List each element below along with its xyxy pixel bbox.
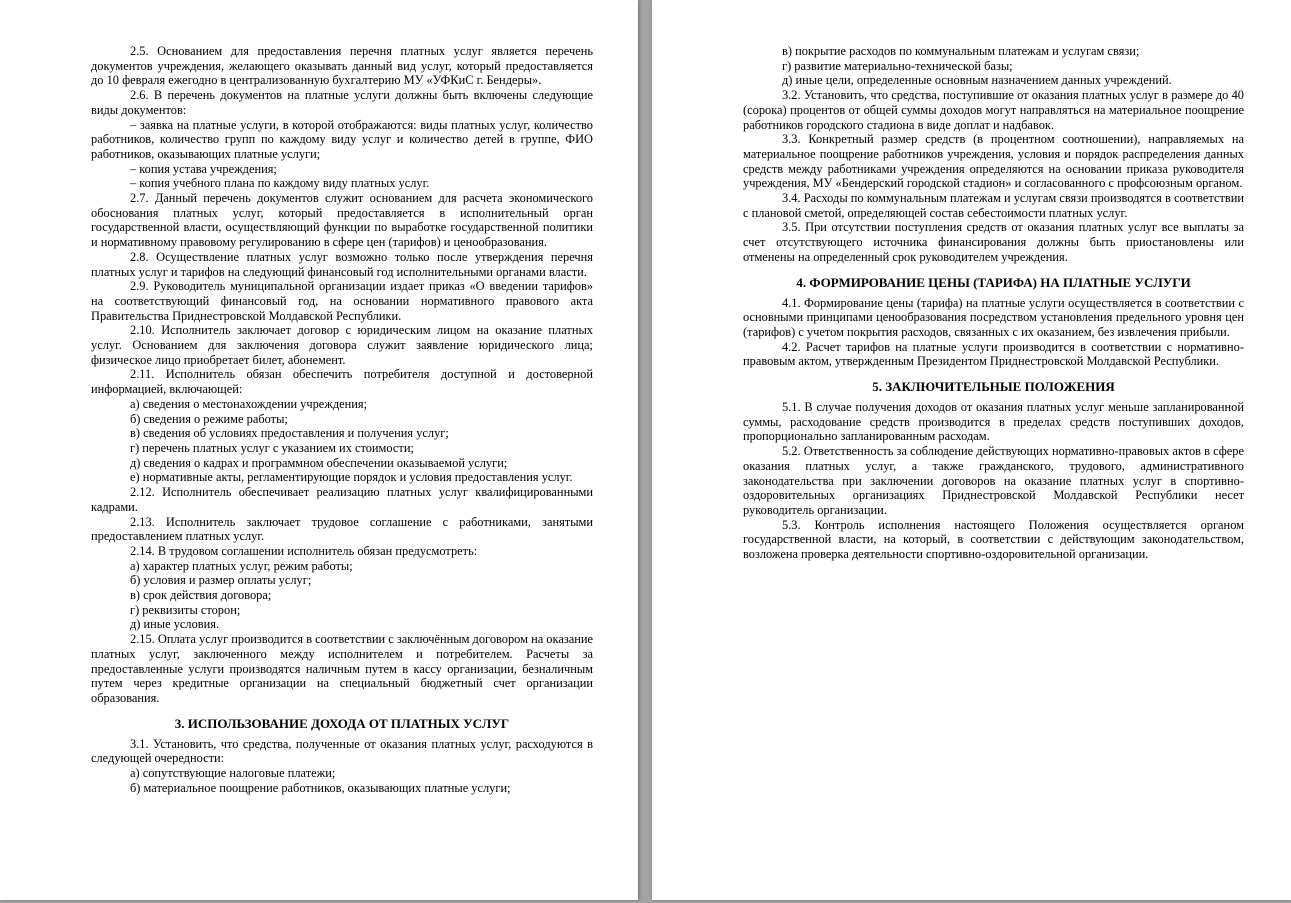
list-item: а) сведения о местонахождении учреждения; xyxy=(130,396,368,411)
paragraph-2-9: 2.9. Руководитель муниципальной организации издает приказ «О введении тарифов» на соответствующий финансовый год, на основании нормативного правового акта Правительства Приднестровской Молдавской Республики. xyxy=(91,279,593,323)
list-item: д) иные условия. xyxy=(130,617,220,632)
paragraph-2-12: 2.12. Исполнитель обеспечивает реализацию платных услуг квалифицированными кадрами. xyxy=(91,485,593,514)
paragraph-2-6: 2.6. В перечень документов на платные услуги должны быть включены следующие виды документов: xyxy=(91,88,593,117)
paragraph-3-1: 3.1. Установить, что средства, полученные от оказания платных услуг, расходуются в следующей очередности: xyxy=(91,736,593,766)
page-body xyxy=(743,44,1244,562)
list-item: – заявка на платные услуги, в которой отображаются: виды платных услуг, количество работников, количество групп по каждому виду услуг и количество детей в группе, ФИО работников, оказывающих платные услуги; xyxy=(91,117,593,161)
section-3-heading: 3. ИСПОЛЬЗОВАНИЕ ДОХОДА ОТ ПЛАТНЫХ УСЛУГ xyxy=(174,715,510,731)
list-item: – копия учебного плана по каждому виду платных услуг. xyxy=(130,176,430,191)
document-page-right xyxy=(652,0,1291,900)
paragraph-4-1: 4.1. Формирование цены (тарифа) на платные услуги осуществляется в соответствии с основными принципами ценообразования посредством установления предельного уровня цен (тарифов) с учетом покрытия расходов, связанных с их оказанием, без извлечения прибыли. xyxy=(743,295,1244,339)
list-item: б) материальное поощрение работников, оказывающих платные услуги; xyxy=(130,780,511,795)
paragraph-2-13: 2.13. Исполнитель заключает трудовое соглашение с работниками, занятыми предоставлением платных услуг. xyxy=(91,514,593,544)
list-item: а) сопутствующие налоговые платежи; xyxy=(130,766,336,781)
paragraph-5-3: 5.3. Контроль исполнения настоящего Положения осуществляется органом государственной власти, на который, в соответствии с действующим законодательством, возложена проверка деятельности спортивно-оздоровительной организации. xyxy=(743,517,1244,562)
page-body xyxy=(91,44,593,795)
list-item: г) реквизиты сторон; xyxy=(130,602,241,617)
document-page-left xyxy=(0,0,638,900)
list-item: – копия устава учреждения; xyxy=(130,161,277,176)
paragraph-5-1: 5.1. В случае получения доходов от оказания платных услуг меньше запланированной суммы, расходование средств производится в пределах средств поступивших доходов, пропорционально запланированным расходам. xyxy=(743,400,1244,444)
paragraph-2-15: 2.15. Оплата услуг производится в соответствии с заключённым договором на оказание платных услуг, заключенного между исполнителем и потребителем. Расчеты за предоставленные услуги производятся наличным путем в кассу организации, безналичным путем через кредитные организации на специальный бюджетный счет организации образования. xyxy=(91,632,593,705)
paragraph-2-10: 2.10. Исполнитель заключает договор с юридическим лицом на оказание платных услуг. Основанием для заключения договора служит заявление юридического лица; физическое лицо приобретает билет, абонемент. xyxy=(91,323,593,367)
paragraph-3-3: 3.3. Конкретный размер средств (в процентном соотношении), направляемых на материальное поощрение работников учреждения, условия и порядок распределения данных средств между работниками учреждения определяются на основании приказа руководителя учреждения, МУ «Бендерский городской стадион» и согласованного с профсоюзным органом. xyxy=(743,132,1244,191)
section-4-heading: 4. ФОРМИРОВАНИЕ ЦЕНЫ (ТАРИФА) НА ПЛАТНЫЕ УСЛУГИ xyxy=(796,274,1191,290)
paragraph-3-5: 3.5. При отсутствии поступления средств от оказания платных услуг все выплаты за счет отсутствующего источника финансирования должны быть приостановлены или отменены на определенный срок руководителем учреждения. xyxy=(743,220,1244,264)
list-item: в) сведения об условиях предоставления и получения услуг; xyxy=(130,426,449,441)
paragraph-2-7: 2.7. Данный перечень документов служит основанием для расчета экономического обоснования платных услуг, который предоставляется в исполнительный орган государственной власти, осуществляющий функции по выработке государственной политики и нормативному правовому регулированию в сфере цен (тарифов) и ценообразования. xyxy=(91,191,593,250)
list-item: д) сведения о кадрах и программном обеспечении оказываемой услуги; xyxy=(130,455,508,470)
paragraph-3-2: 3.2. Установить, что средства, поступившие от оказания платных услуг в размере до 40 (сорока) процентов от общей суммы доходов могут направляться на материальное поощрение работников городского стадиона в виде доплат и надбавок. xyxy=(743,88,1244,132)
list-item: г) перечень платных услуг с указанием их стоимости; xyxy=(130,440,414,455)
list-item: а) характер платных услуг, режим работы; xyxy=(130,558,353,573)
paragraph-2-14: 2.14. В трудовом соглашении исполнитель обязан предусмотреть: xyxy=(130,543,478,558)
list-item: б) сведения о режиме работы; xyxy=(130,411,288,426)
list-item: б) условия и размер оплаты услуг; xyxy=(130,573,312,588)
section-5-heading: 5. ЗАКЛЮЧИТЕЛЬНЫЕ ПОЛОЖЕНИЯ xyxy=(872,379,1115,395)
list-item: в) срок действия договора; xyxy=(130,588,272,603)
paragraph-2-11: 2.11. Исполнитель обязан обеспечить потребителя доступной и достоверной информацией, включающей: xyxy=(91,367,593,397)
paragraph-2-5: 2.5. Основанием для предоставления перечня платных услуг является перечень документов учреждения, желающего оказывать данный вид услуг, который предоставляется до 10 февраля ежегодно в централизованную бухгалтерию МУ «УФКиС г. Бендеры». xyxy=(91,44,593,88)
paragraph-3-4: 3.4. Расходы по коммунальным платежам и услугам связи производятся в соответствии с плановой сметой, определяющей состав себестоимости платных услуг. xyxy=(743,191,1244,220)
paragraph-2-8: 2.8. Осуществление платных услуг возможно только после утверждения перечня платных услуг и тарифов на следующий финансовый год исполнительными органами власти. xyxy=(91,249,593,279)
list-item: е) нормативные акты, регламентирующие порядок и условия предоставления услуг. xyxy=(130,470,573,485)
list-item: в) покрытие расходов по коммунальным платежам и услугам связи; xyxy=(782,44,1140,58)
paragraph-5-2: 5.2. Ответственность за соблюдение действующих нормативно-правовых актов в сфере оказания платных услуг, а также гражданского, трудового, административного законодательства при заключении договоров на оказание платных услуг в спортивно-оздоровительных организациях Приднестровской Молдавской Республики несет руководитель организации. xyxy=(743,444,1244,517)
list-item: д) иные цели, определенные основным назначением данных учреждений. xyxy=(782,73,1172,88)
list-item: г) развитие материально-технической базы; xyxy=(782,58,1013,73)
paragraph-4-2: 4.2. Расчет тарифов на платные услуги производится в соответствии с нормативно-правовым актом, утвержденным Президентом Приднестровской Молдавской Республики. xyxy=(743,339,1244,369)
